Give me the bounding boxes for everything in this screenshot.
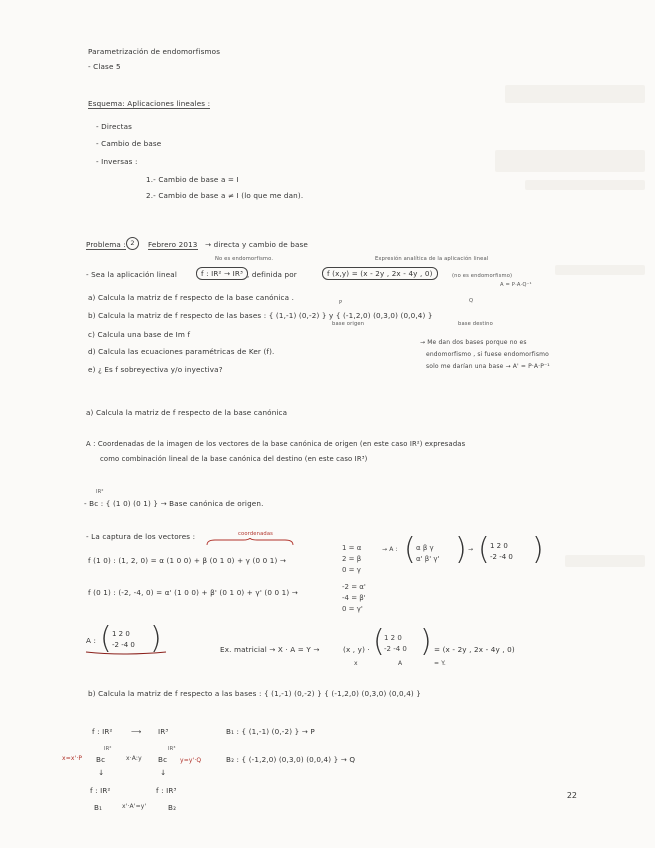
label-q: Q [469,298,474,304]
bleed-through-mark [565,555,645,567]
paren-left: ( [478,532,490,567]
diagram-xay: x·A:y [126,755,142,762]
coordinates-brace [205,538,295,546]
bleed-through-mark [495,150,645,172]
equation-f10: f (1 0) : (1, 2, 0) = α (1 0 0) + β (0 1 0) + γ (0 0 1) → [88,556,287,565]
diagram-bc2: Bc [158,755,168,764]
expression-under-a: A [398,660,403,667]
note-analytic-expression: Expresión analítica de la aplicación lineal [375,256,489,262]
canonical-basis: - Bc : { (1 0) (0 1) } → Base canónica de origen. [84,499,264,508]
note-star-1: → Me dan dos bases porque no es [420,339,527,346]
diagram-bc: Bc [96,755,106,764]
canonical-basis-sup: IR² [96,489,104,495]
statement-intro: - Sea la aplicación lineal [86,270,178,279]
a-matrix-underline [82,622,172,658]
problem-number: 2 [126,237,139,250]
paren-right: ) [455,532,467,567]
matrix-expression: Ex. matricial → X · A = Y → [220,645,320,654]
result-a-matrix-row: 1 2 0 [490,542,508,550]
expression-matrix-row: -2 -4 0 [384,645,407,653]
result-a-matrix-row: -2 -4 0 [490,553,513,561]
diagram-left-relation: x=x'·P [62,755,83,762]
expression-under-x: x [354,660,358,667]
formula-box: f (x,y) = (x - 2y , 2x - 4y , 0) [322,267,438,280]
part-b-heading: b) Calcula la matriz de f respecto a las bases : { (1,-1) (0,-2) } { (-1,2,0) (0,3,0) (0,0,4) } [88,689,422,698]
question-d: d) Calcula las ecuaciones paramétricas de Ker (f). [88,347,275,356]
system-1-line: 2 = β [342,555,362,563]
paren-right: ) [532,532,544,567]
scheme-item: - Inversas : [96,157,138,166]
question-c: c) Calcula una base de Im f [88,330,191,339]
matrix-expression-xy: (x , y) · [343,645,370,654]
scheme-subitem: 2.- Cambio de base a ≠ I (lo que me dan). [146,191,304,200]
system-2-line: -2 = α' [342,583,366,591]
diagram-bc2-sup: IR³ [168,746,176,752]
arrow-right-icon: ⟶ [131,727,142,736]
note-star-3: solo me darían una base → A' = P·A·P⁻¹ [426,363,550,370]
part-a-explain-1: A : Coordenadas de la imagen de los vectores de la base canónica de origen (en este caso IR²) expresadas [86,440,466,448]
paren-left: ( [100,621,112,656]
bleed-through-mark [505,85,645,103]
paren-right: ) [150,621,162,656]
label-base-origen: base origen [332,321,365,327]
diagram-bottom-left: f : IR² [90,786,111,795]
note-right-1: (no es endomorfismo) [452,273,513,279]
problem-number-circle [126,237,139,250]
part-a-explain-2: como combinación lineal de la base canónica del destino (en este caso IR³) [100,455,368,463]
diagram-b2-under: B₂ [168,803,177,812]
boxed-a-matrix-row: -2 -4 0 [112,641,135,649]
diagram-right-relation: y=y'·Q [180,757,202,764]
paren-left: ( [373,624,385,659]
result-a-matrix [490,541,513,563]
note-right-2: A = P·A·Q⁻¹ [500,282,532,288]
diagram-xa: x'·A'=y' [122,803,147,810]
vectors-intro: - La captura de los vectores : [86,532,196,541]
label-base-destino: base destino [458,321,493,327]
scheme-title: Esquema: Aplicaciones lineales : [88,99,211,108]
coordinates-label: coordenadas [238,531,274,537]
boxed-a-matrix-row: 1 2 0 [112,630,130,638]
course-title: Parametrización de endomorfismos [88,47,221,56]
arrow-down-icon: ↓ [160,768,167,777]
scheme-subitem: 1.- Cambio de base a = I [146,175,239,184]
system-2-line: -4 = β' [342,594,366,602]
expression-matrix [384,633,407,655]
note-star-2: endomorfismo , si fuese endomorfismo [426,351,549,358]
scheme-item: - Directas [96,122,133,131]
bleed-through-mark [555,265,645,275]
problem-date: Febrero 2013 [148,240,198,249]
question-a: a) Calcula la matriz de f respecto de la base canónica . [88,293,295,302]
page-number: 22 [566,791,577,800]
system-1-line: 0 = γ [342,566,361,574]
scheme-item: - Cambio de base [96,139,162,148]
class-label: - Clase 5 [88,62,121,71]
arrow-a-label: → A : [382,546,398,553]
statement-defined-by: , definida por [247,270,297,279]
matrix-expression-result: = (x - 2y , 2x - 4y , 0) [434,645,515,654]
note-not-endomorphism: No es endomorfismo. [215,256,274,262]
system-2-line: 0 = γ' [342,605,363,613]
system-1-line: 1 = α [342,544,362,552]
expression-under-y: = Y. [434,660,446,667]
problem-topic: → directa y cambio de base [205,240,308,249]
arrow-down-icon: ↓ [98,768,105,777]
generic-a-matrix-row: α β γ [416,544,434,552]
problem-label: Problema : [86,240,126,249]
paren-right: ) [420,624,432,659]
expression-matrix-row: 1 2 0 [384,634,402,642]
question-b: b) Calcula la matriz de f respecto de las bases : { (1,-1) (0,-2) } y { (-1,2,0) (0,3,0) (0,0,4) } [88,311,433,320]
generic-a-matrix [416,543,439,565]
diagram-bottom-right: f : IR³ [156,786,177,795]
diagram-b2: B₂ : { (-1,2,0) (0,3,0) (0,0,4) } → Q [226,755,356,764]
diagram-top-left: f : IR² [92,727,113,736]
equation-f01: f (0 1) : (-2, -4, 0) = α' (1 0 0) + β' (0 1 0) + γ' (0 0 1) → [88,588,298,597]
bleed-through-mark [525,180,645,190]
a-label: A : [86,636,97,645]
diagram-b1: B₁ : { (1,-1) (0,-2) } → P [226,727,315,736]
diagram-bc-sup: IR² [104,746,112,752]
diagram-b1-under: B₁ [94,803,103,812]
diagram-top-right: IR³ [158,727,169,736]
system-2 [342,582,366,615]
system-1 [342,543,361,576]
arrow-icon: → [468,546,474,553]
question-e: e) ¿ Es f sobreyectiva y/o inyectiva? [88,365,223,374]
label-p: P [339,300,343,306]
map-definition: f : IR² → IR³ [196,267,248,280]
part-a-heading: a) Calcula la matriz de f respecto de la base canónica [86,408,288,417]
paren-left: ( [404,532,416,567]
generic-a-matrix-row: α' β' γ' [416,555,440,563]
